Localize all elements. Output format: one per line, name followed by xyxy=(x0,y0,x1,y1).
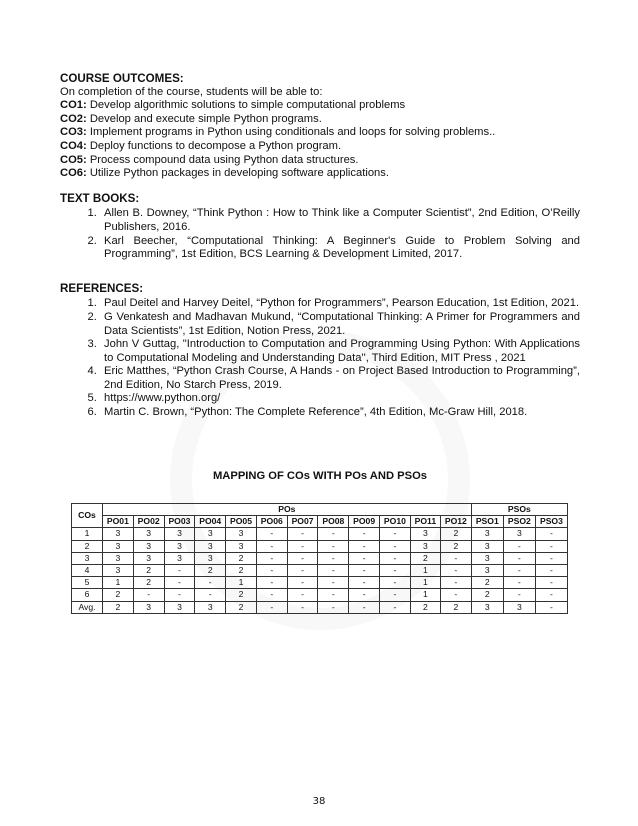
column-header: PO01 xyxy=(103,516,134,528)
table-header-row xyxy=(72,504,568,516)
table-cell: - xyxy=(349,589,380,601)
table-cell: - xyxy=(440,589,471,601)
course-outcome-item xyxy=(60,140,580,154)
table-cell: - xyxy=(535,540,567,552)
reference-item: 4. Eric Matthes, “Python Crash Course, A Hands - on Project Based Introduction to Programming”, 2nd Edition, No Starch Press, 2019. xyxy=(100,365,580,392)
page-number: 38 xyxy=(312,796,326,807)
references-section xyxy=(60,282,580,420)
course-outcome-code: CO5: xyxy=(60,153,87,166)
course-outcome-text: Implement programs in Python using conditionals and loops for solving problems.. xyxy=(86,126,496,139)
cos-header: COs xyxy=(72,504,103,528)
table-cell: 2 xyxy=(471,577,503,589)
column-header: PO10 xyxy=(380,516,411,528)
table-cell: 3 xyxy=(133,601,164,613)
table-cell: 3 xyxy=(164,540,195,552)
course-outcome-text: Process compound data using Python data structures. xyxy=(86,153,359,166)
table-cell: 2 xyxy=(410,552,440,564)
table-cell: 6 xyxy=(72,589,103,601)
table-cell: 2 xyxy=(72,540,103,552)
course-outcome-code: CO4: xyxy=(60,139,87,152)
course-outcomes-list xyxy=(60,99,580,181)
table-cell: 2 xyxy=(195,564,226,576)
table-cell: - xyxy=(349,540,380,552)
course-outcome-item xyxy=(60,113,580,127)
table-cell: - xyxy=(318,577,349,589)
table-cell: - xyxy=(195,577,226,589)
course-outcome-item xyxy=(60,99,580,113)
table-cell: 5 xyxy=(72,577,103,589)
course-outcome-text: Develop and execute simple Python programs. xyxy=(86,112,322,125)
content xyxy=(60,72,580,420)
table-cell: - xyxy=(380,528,411,540)
table-cell: - xyxy=(164,564,195,576)
text-books-list xyxy=(60,207,580,261)
table-cell: - xyxy=(440,577,471,589)
table-cell: 1 xyxy=(410,577,440,589)
column-header: PO11 xyxy=(410,516,440,528)
table-cell: - xyxy=(256,564,287,576)
table-cell: - xyxy=(164,577,195,589)
table-cell: - xyxy=(349,601,380,613)
table-cell: - xyxy=(256,552,287,564)
column-header: PO02 xyxy=(133,516,164,528)
table-cell: - xyxy=(256,577,287,589)
table-cell: 2 xyxy=(410,601,440,613)
reference-item: 1. Paul Deitel and Harvey Deitel, “Python for Programmers”, Pearson Education, 1st Edition, 2021. xyxy=(100,297,580,311)
table-cell: 2 xyxy=(440,528,471,540)
table-cell: 2 xyxy=(471,589,503,601)
table-cell: - xyxy=(287,601,318,613)
course-outcome-text: Utilize Python packages in developing software applications. xyxy=(86,167,389,180)
column-header: PO09 xyxy=(349,516,380,528)
table-cell: 3 xyxy=(471,552,503,564)
course-outcome-code: CO3: xyxy=(60,126,87,139)
table-cell: 3 xyxy=(410,540,440,552)
column-header: PO03 xyxy=(164,516,195,528)
column-header: PO08 xyxy=(318,516,349,528)
table-cell: 3 xyxy=(133,540,164,552)
course-outcomes-heading: COURSE OUTCOMES: xyxy=(60,72,184,85)
table-cell: - xyxy=(287,540,318,552)
table-row xyxy=(72,540,568,552)
table-cell: - xyxy=(380,540,411,552)
course-outcome-item xyxy=(60,154,580,168)
column-header: PO07 xyxy=(287,516,318,528)
column-header: PO05 xyxy=(226,516,257,528)
table-cell: - xyxy=(380,601,411,613)
table-row xyxy=(72,528,568,540)
table-row xyxy=(72,589,568,601)
table-cell: - xyxy=(318,540,349,552)
table-cell: - xyxy=(256,528,287,540)
table-cell: 3 xyxy=(164,528,195,540)
table-cell: - xyxy=(503,540,535,552)
table-cell: 3 xyxy=(503,601,535,613)
table-cell: - xyxy=(349,564,380,576)
table-cell: 3 xyxy=(103,564,134,576)
table-cell: - xyxy=(318,564,349,576)
table-cell: - xyxy=(318,552,349,564)
text-book-item: 1. Allen B. Downey, “Think Python : How to Think like a Computer Scientist”, 2nd Edition, O’Reilly Publishers, 2016. xyxy=(100,207,580,234)
table-cell: - xyxy=(287,564,318,576)
text-books-heading: TEXT BOOKS: xyxy=(60,191,140,205)
table-cell: 3 xyxy=(503,528,535,540)
table-cell: - xyxy=(256,601,287,613)
course-outcome-code: CO6: xyxy=(60,167,87,180)
table-cell: 3 xyxy=(103,552,134,564)
mapping-title: MAPPING OF COs WITH POs AND PSOs xyxy=(212,470,428,482)
reference-item: 5. https://www.python.org/ xyxy=(100,392,580,406)
table-cell: - xyxy=(195,589,226,601)
table-cell: Avg. xyxy=(72,601,103,613)
course-outcomes-intro: On completion of the course, students will be able to: xyxy=(60,85,323,98)
table-cell: 3 xyxy=(133,552,164,564)
column-header: PO12 xyxy=(440,516,471,528)
table-cell: - xyxy=(287,552,318,564)
reference-item: 6. Martin C. Brown, “Python: The Complete Reference”, 4th Edition, Mc-Graw Hill, 2018. xyxy=(100,406,580,420)
table-cell: - xyxy=(535,528,567,540)
course-outcome-code: CO2: xyxy=(60,112,87,125)
table-row xyxy=(72,601,568,613)
table-cell: - xyxy=(535,577,567,589)
column-header: PSO1 xyxy=(471,516,503,528)
table-cell: 2 xyxy=(133,564,164,576)
table-cell: - xyxy=(535,601,567,613)
table-cell: - xyxy=(287,528,318,540)
table-cell: 3 xyxy=(103,540,134,552)
table-cell: - xyxy=(503,552,535,564)
table-cell: - xyxy=(380,589,411,601)
table-cell: 3 xyxy=(195,540,226,552)
table-cell: - xyxy=(349,528,380,540)
table-row xyxy=(72,564,568,576)
table-cell: 3 xyxy=(471,601,503,613)
table-cell: 3 xyxy=(133,528,164,540)
table-cell: 2 xyxy=(226,601,257,613)
table-cell: - xyxy=(318,601,349,613)
table-cell: 3 xyxy=(195,601,226,613)
table-cell: 1 xyxy=(226,577,257,589)
table-cell: 3 xyxy=(195,552,226,564)
course-outcome-code: CO1: xyxy=(60,99,87,112)
table-cell: - xyxy=(503,564,535,576)
table-cell: - xyxy=(535,589,567,601)
table-row xyxy=(72,577,568,589)
table-cell: 3 xyxy=(471,564,503,576)
table-cell: - xyxy=(256,589,287,601)
table-cell: 1 xyxy=(103,577,134,589)
mapping-table xyxy=(71,503,568,614)
table-cell: 2 xyxy=(226,589,257,601)
table-cell: 2 xyxy=(440,601,471,613)
table-cell: - xyxy=(256,540,287,552)
table-cell: - xyxy=(440,552,471,564)
table-cell: 3 xyxy=(103,528,134,540)
table-cell: - xyxy=(318,589,349,601)
table-cell: 2 xyxy=(133,577,164,589)
references-list xyxy=(60,297,580,419)
table-cell: - xyxy=(287,589,318,601)
table-cell: 3 xyxy=(72,552,103,564)
table-cell: - xyxy=(380,577,411,589)
table-cell: 1 xyxy=(410,564,440,576)
table-cell: 2 xyxy=(103,601,134,613)
table-cell: - xyxy=(535,564,567,576)
course-outcome-text: Deploy functions to decompose a Python program. xyxy=(86,139,342,152)
reference-item: 2. G Venkatesh and Madhavan Mukund, “Computational Thinking: A Primer for Programmers and Data Scientists”, 1st Edition, Notion Press, 2021. xyxy=(100,311,580,338)
column-header: PO06 xyxy=(256,516,287,528)
reference-item: 3. John V Guttag, "Introduction to Computation and Programming Using Python: With Applications to Computational Modeling and Understanding Data'', Third Edition, MIT Press , 2021 xyxy=(100,338,580,365)
table-cell: - xyxy=(440,564,471,576)
table-cell: 3 xyxy=(226,540,257,552)
course-outcome-text: Develop algorithmic solutions to simple computational problems xyxy=(86,99,406,112)
table-cell: - xyxy=(380,564,411,576)
table-cell: 4 xyxy=(72,564,103,576)
table-cell: 3 xyxy=(410,528,440,540)
references-heading: REFERENCES: xyxy=(60,281,144,295)
table-body xyxy=(72,528,568,613)
table-cell: 2 xyxy=(226,564,257,576)
table-cell: 3 xyxy=(471,528,503,540)
table-cell: - xyxy=(503,589,535,601)
course-outcome-item xyxy=(60,167,580,181)
table-cell: 1 xyxy=(72,528,103,540)
table-cell: 3 xyxy=(226,528,257,540)
table-cell: 2 xyxy=(103,589,134,601)
psos-header: PSOs xyxy=(471,504,567,516)
column-header: PO04 xyxy=(195,516,226,528)
table-row xyxy=(72,552,568,564)
table-cell: 1 xyxy=(410,589,440,601)
table-cell: - xyxy=(535,552,567,564)
table-cell: - xyxy=(287,577,318,589)
table-cell: 3 xyxy=(164,552,195,564)
table-cell: - xyxy=(349,552,380,564)
table-cell: - xyxy=(349,577,380,589)
pos-header: POs xyxy=(103,504,472,516)
table-cell: 3 xyxy=(471,540,503,552)
table-cell: - xyxy=(380,552,411,564)
table-column-row xyxy=(72,516,568,528)
text-books-section xyxy=(60,192,580,262)
table-cell: - xyxy=(318,528,349,540)
table-cell: 2 xyxy=(226,552,257,564)
column-header: PSO2 xyxy=(503,516,535,528)
table-cell: - xyxy=(503,577,535,589)
table-cell: - xyxy=(133,589,164,601)
table-cell: 3 xyxy=(195,528,226,540)
table-cell: 2 xyxy=(440,540,471,552)
table-cell: 3 xyxy=(164,601,195,613)
table-cell: - xyxy=(164,589,195,601)
course-outcome-item xyxy=(60,126,580,140)
text-book-item: 2. Karl Beecher, “Computational Thinking: A Beginner's Guide to Problem Solving and Programming”, 1st Edition, BCS Learning & Development Limited, 2017. xyxy=(100,235,580,262)
column-header: PSO3 xyxy=(535,516,567,528)
